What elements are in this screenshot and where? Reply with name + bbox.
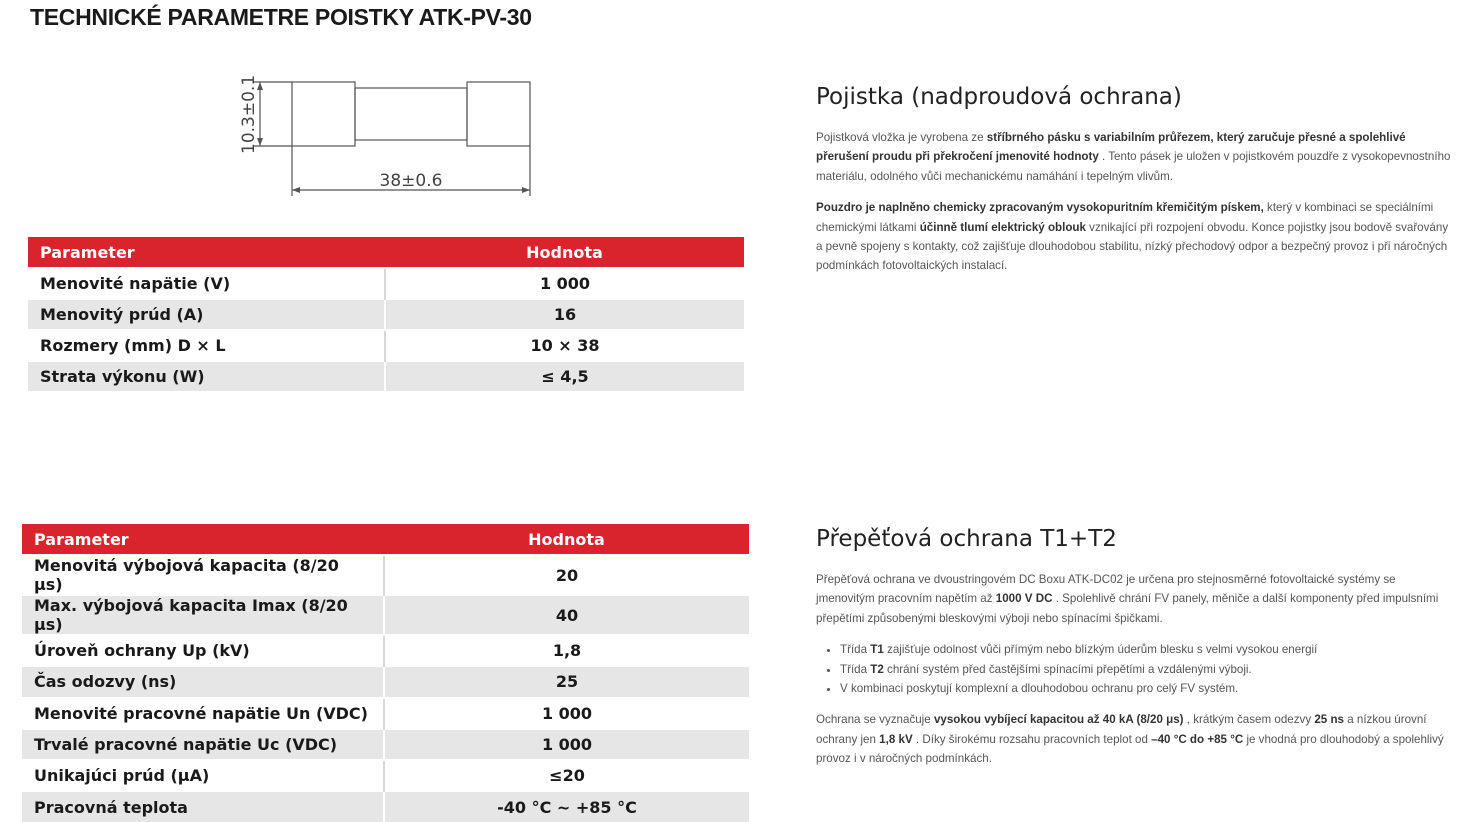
text-run: Třída: [840, 643, 871, 657]
table-row: [28, 268, 744, 299]
param-cell: Menovitá výbojová kapacita (8/20 μs): [22, 555, 384, 595]
value-cell: -40 °C ~ +85 °C: [384, 791, 749, 821]
text-run: , krátkým časem odezvy: [1183, 713, 1315, 727]
text-run: Třída: [840, 662, 871, 676]
table-header-row: [22, 524, 749, 555]
page-title: TECHNICKÉ PARAMETRE POISTKY ATK-PV-30: [30, 4, 532, 30]
bold-run: účinně tlumí elektrický oblouk: [919, 220, 1086, 234]
text-run: Přepěťová ochrana ve dvoustringovém DC Boxu ATK-DC02 je určena pro stejnosměrné fotovoltaické systémy se jmenovitým pracovním napětím až: [816, 573, 1396, 606]
bold-run: –40 °C do +85 °C: [1151, 732, 1244, 746]
param-cell: Max. výbojová kapacita Imax (8/20 μs): [22, 595, 384, 635]
value-cell: 25: [384, 666, 749, 697]
bold-run: 1,8 kV: [879, 732, 913, 746]
text-run: Ochrana se vyznačuje: [816, 713, 934, 727]
bold-run: 1000 V DC: [995, 592, 1053, 606]
section-heading: Pojistka (nadproudová ochrana): [816, 84, 1182, 110]
value-cell: 20: [384, 555, 749, 595]
param-cell: Unikajúci prúd (μA): [22, 760, 384, 791]
list-item: [840, 660, 1456, 679]
table-row: [28, 330, 744, 361]
param-cell: Pracovná teplota: [22, 791, 384, 821]
table-row: [22, 666, 749, 697]
bold-run: Pouzdro je naplněno chemicky zpracovaným vysokopuritním křemičitým pískem,: [816, 201, 1264, 215]
value-cell: ≤20: [384, 760, 749, 791]
header-value: Hodnota: [384, 524, 749, 555]
header-value: Hodnota: [385, 237, 744, 268]
list-item: [840, 640, 1456, 659]
fuse-parameters-table: [28, 237, 744, 391]
table-row: [22, 698, 749, 729]
value-cell: ≤ 4,5: [385, 361, 744, 391]
bullet-list: [816, 640, 1456, 698]
fuse-cap-right: [467, 82, 530, 146]
param-cell: Čas odozvy (ns): [22, 666, 384, 697]
value-cell: 40: [384, 595, 749, 635]
table-row: [22, 791, 749, 821]
text-run: V kombinaci poskytují komplexní a dlouhodobou ochranu pro celý FV systém.: [840, 682, 1239, 696]
surge-protection-parameters-table: [22, 524, 749, 822]
table-row: [22, 555, 749, 595]
value-cell: 16: [385, 299, 744, 330]
value-cell: 1,8: [384, 635, 749, 666]
text-run: je vhodná pro dlouhodobý a spolehlivý provoz i v náročných podmínkách.: [816, 732, 1444, 766]
table-row: [28, 299, 744, 330]
value-cell: 10 × 38: [385, 330, 744, 361]
length-label: 38±0.6: [379, 171, 443, 191]
bold-run: T1: [870, 643, 884, 657]
text-run: Pojistková vložka je vyrobena ze: [816, 131, 987, 144]
paragraph: [816, 710, 1456, 768]
bold-run: T2: [870, 662, 884, 676]
param-cell: Trvalé pracovné napätie Uc (VDC): [22, 729, 384, 760]
text-run: vznikající při rozpojení obvodu. Konce pojistky jsou bodově svařovány a pevně spojeny s kontakty, což zajišťuje dlouhodobou stabilitu, nízký přechodový odpor a bezpečný provoz i při náročných podmínkách fotovoltaických instalací.: [816, 220, 1449, 273]
text-run: který v kombinaci se speciálními chemickými látkami: [816, 201, 1434, 234]
table-row: [28, 361, 744, 391]
param-cell: Strata výkonu (W): [28, 361, 385, 391]
table-header-row: [28, 237, 744, 268]
param-cell: Rozmery (mm) D × L: [28, 330, 385, 361]
bold-run: vysokou vybíjecí kapacitou až 40 kA (8/20 μs): [933, 713, 1184, 727]
header-parameter: Parameter: [28, 237, 385, 268]
bold-run: 25 ns: [1314, 713, 1344, 727]
value-cell: 1 000: [384, 698, 749, 729]
fuse-cap-left: [292, 82, 355, 146]
surge-protection-description-section: [816, 526, 1456, 781]
fuse-body: [355, 88, 467, 140]
paragraph: [816, 128, 1456, 186]
text-run: chrání systém před častějšími spínacími přepětími a vzdálenými výboji.: [883, 662, 1252, 676]
list-item: [840, 679, 1456, 698]
table-row: [22, 635, 749, 666]
value-cell: 1 000: [384, 729, 749, 760]
text-run: . Spolehlivě chrání FV panely, měniče a další komponenty před impulsními přepětími způsobenými bleskovými výboji nebo spínacími špičkami.: [816, 592, 1439, 625]
header-parameter: Parameter: [22, 524, 384, 555]
fuse-description-section: [816, 84, 1456, 288]
text-run: a nízkou úrovní ochrany jen: [816, 713, 1427, 746]
param-cell: Menovitý prúd (A): [28, 299, 385, 330]
table-row: [22, 729, 749, 760]
text-run: zajišťuje odolnost vůči přímým nebo blízkým úderům blesku s velmi vysokou energií: [883, 643, 1318, 657]
param-cell: Menovité napätie (V): [28, 268, 385, 299]
param-cell: Menovité pracovné napätie Un (VDC): [22, 698, 384, 729]
fuse-dimension-drawing: [232, 70, 542, 200]
paragraph: [816, 198, 1456, 276]
value-cell: 1 000: [385, 268, 744, 299]
table-row: [22, 760, 749, 791]
param-cell: Úroveň ochrany Up (kV): [22, 635, 384, 666]
text-run: . Tento pásek je uložen v pojistkovém pouzdře z vysokopevnostního materiálu, odolného vůči mechanickému namáhání i tepelným vlivům.: [816, 150, 1451, 183]
table-row: [22, 595, 749, 635]
paragraph: [816, 570, 1456, 628]
bold-run: stříbrného pásku s variabilním průřezem, který zaručuje přesné a spolehlivé přerušení proudu při překročení jmenovité hodnoty: [816, 131, 1406, 164]
diameter-label: 10.3±0.1: [239, 74, 259, 154]
text-run: . Díky širokému rozsahu pracovních teplot od: [912, 732, 1152, 746]
section-heading: Přepěťová ochrana T1+T2: [816, 526, 1117, 552]
